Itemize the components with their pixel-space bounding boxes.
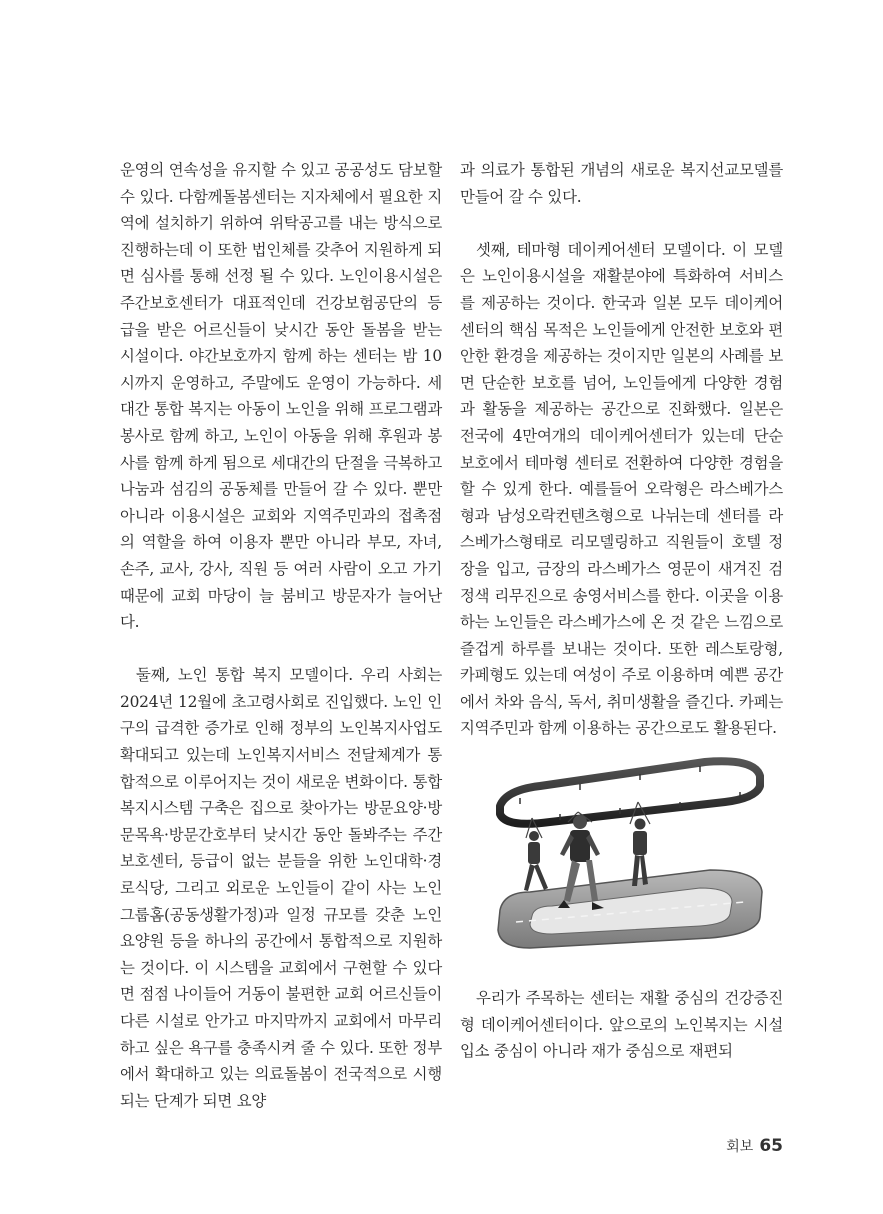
body-paragraph: 둘째, 노인 통합 복지 모델이다. 우리 사회는 2024년 12월에 초고령사회로 진입했다. 노인 인구의 급격한 증가로 인해 정부의 노인복지사업도 확대되고 있는데 노인복지서비스 전달체계가 통합적으로 이루어지는 것이 새로운 변화이다. 통합복지시스템 구축은 집으로 찾아가는 방문요양·방문목욕·방문간호부터 낮시간 동안 돌봐주는 주간보호센터, 등급이 없는 분들을 위한 노인대학·경로식당, 그리고 외로운 노인들이 같이 사는 노인그룹홈(공동생활가정)과 일정 규모를 갖춘 노인요양원 등을 하나의 공간에서 통합적으로 지원하는 것이다. 이 시스템을 교회에서 구현할 수 있다면 점점 나이들어 거동이 불편한 교회 어르신들이 다른 시설로 안가고 마지막까지 교회에서 마무리하고 싶은 욕구를 충족시켜 줄 수 있다. 또한 정부에서 확대하고 있는 의료돌봄이 전국적으로 시행되는 단계가 되면 요양 <box>120 666 442 1110</box>
right-column <box>460 157 783 742</box>
publication-label: 회보 <box>726 1139 754 1155</box>
body-paragraph: 과 의료가 통합된 개념의 새로운 복지선교모델를 만들어 갈 수 있다. <box>460 161 783 206</box>
page-number: 65 <box>759 1136 783 1156</box>
rehab-gait-track-illustration <box>460 752 783 968</box>
left-column <box>120 157 442 1114</box>
page-footer <box>726 1136 783 1156</box>
body-paragraph: 운영의 연속성을 유지할 수 있고 공공성도 담보할 수 있다. 다함께돌봄센터는 지자체에서 필요한 지역에 설치하기 위하여 위탁공고를 내는 방식으로 진행하는데 이 또한 법인체를 갖추어 지원하게 되면 심사를 통해 선정 될 수 있다. 노인이용시설은 주간보호센터가 대표적인데 건강보험공단의 등급을 받은 어르신들이 낮시간 동안 돌봄을 받는 시설이다. 야간보호까지 함께 하는 센터는 밤 10시까지 운영하고, 주말에도 운영이 가능하다. 세대간 통합 복지는 아동이 노인을 위해 프로그램과 봉사로 함께 하고, 노인이 아동을 위해 후원과 봉사를 함께 하게 됨으로 세대간의 단절을 극복하고 나눔과 섬김의 공동체를 만들어 갈 수 있다. 뿐만 아니라 이용시설은 교회와 지역주민과의 접촉점의 역할을 하여 이용자 뿐만 아니라 부모, 자녀, 손주, 교사, 강사, 직원 등 여러 사람이 오고 가기 때문에 교회 마당이 늘 붐비고 방문자가 늘어난다. <box>120 161 442 632</box>
right-column-continued <box>460 985 783 1065</box>
body-paragraph: 우리가 주목하는 센터는 재활 중심의 건강증진형 데이케어센터이다. 앞으로의 노인복지는 시설 입소 중심이 아니라 재가 중심으로 재편되 <box>460 989 783 1061</box>
body-paragraph: 셋째, 테마형 데이케어센터 모델이다. 이 모델은 노인이용시설을 재활분야에 특화하여 서비스를 제공하는 것이다. 한국과 일본 모두 데이케어센터의 핵심 목적은 노인들에게 안전한 보호와 편안한 환경을 제공하는 것이지만 일본의 사례를 보면 단순한 보호를 넘어, 노인들에게 다양한 경험과 활동을 제공하는 공간으로 진화했다. 일본은 전국에 4만여개의 데이케어센터가 있는데 단순 보호에서 테마형 센터로 전환하여 다양한 경험을 할 수 있게 한다. 예를들어 오락형은 라스베가스형과 남성오락컨텐츠형으로 나뉘는데 센터를 라스베가스형태로 리모델링하고 직원들이 호텔 정장을 입고, 금장의 라스베가스 영문이 새겨진 검정색 리무진으로 송영서비스를 한다. 이곳을 이용하는 노인들은 라스베가스에 온 것 같은 느낌으로 즐겁게 하루를 보내는 것이다. 또한 레스토랑형, 카페형도 있는데 여성이 주로 이용하며 예쁜 공간에서 차와 음식, 독서, 취미생활을 즐긴다. 카페는 지역주민과 함께 이용하는 공간으로도 활용된다. <box>460 240 783 738</box>
